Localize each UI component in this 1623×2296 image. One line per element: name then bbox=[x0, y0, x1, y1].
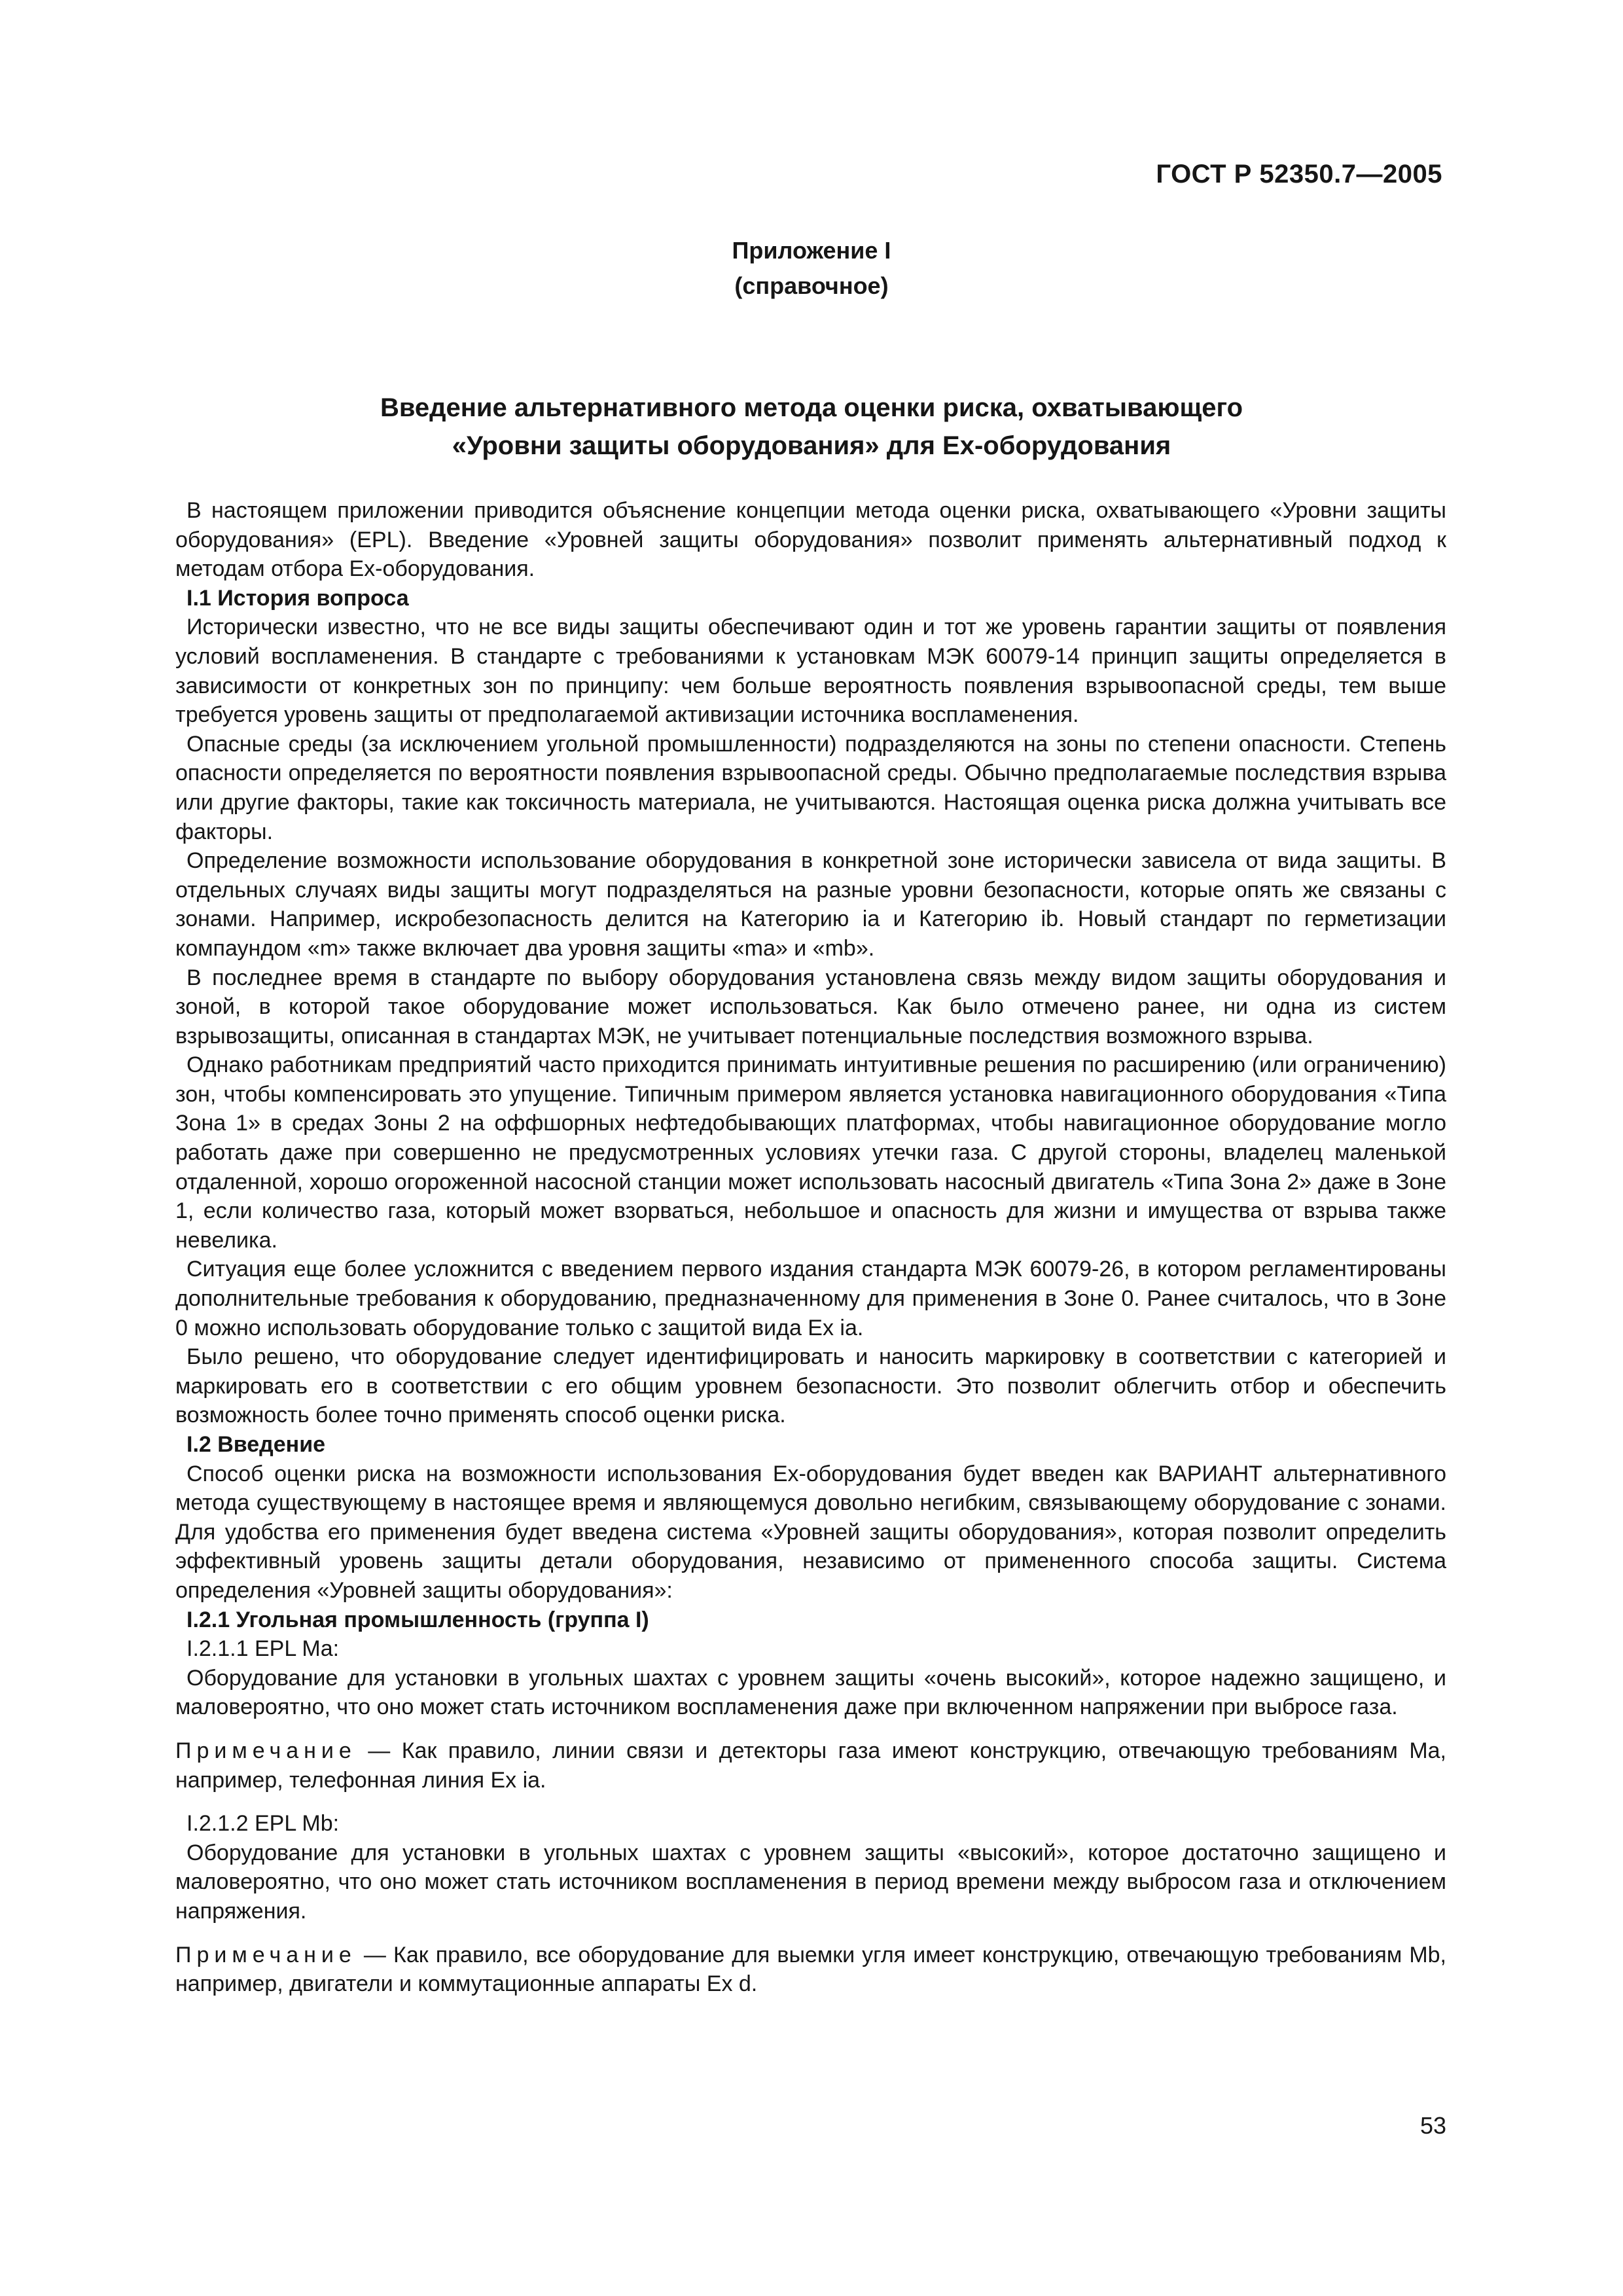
note-label: Примечание bbox=[175, 1738, 357, 1763]
section-heading-introduction: I.2 Введение bbox=[187, 1432, 326, 1457]
clause-label-epl-ma: I.2.1.1 EPL Ma: bbox=[187, 1636, 340, 1662]
annex-title-line-1: Введение альтернативного метода оценки риска, охватывающего bbox=[380, 393, 1243, 422]
paragraph: Оборудование для установки в угольных шахтах с уровнем защиты «высокий», которое достаточно защищено и маловероятно, что оно может стать источником воспламенения в период времени между выбросом газа и отключением напряжения. bbox=[175, 1840, 1446, 1924]
note-paragraph bbox=[175, 1736, 1446, 1795]
paragraph: Было решено, что оборудование следует идентифицировать и наносить маркировку в соответствии с категорией и маркировать его в соответствии с его общим уровнем безопасности. Это позволит облегчить отбор и обеспечить возможность более точно применять способ оценки риска. bbox=[175, 1344, 1446, 1428]
paragraph: Ситуация еще более усложнится с введением первого издания стандарта МЭК 60079-26, в котором регламентированы дополнительные требования к оборудованию, предназначенному для применения в Зоне 0. Ранее считалось, что в Зоне 0 можно использовать оборудование только с защитой вида Ex ia. bbox=[175, 1257, 1446, 1340]
note-text: — Как правило, линии связи и детекторы газа имеют конструкцию, отвечающую требованиям Ma, например, телефонная линия Ex ia. bbox=[175, 1738, 1446, 1793]
note-paragraph bbox=[175, 1941, 1446, 1999]
subsection-heading-coal: I.2.1 Угольная промышленность (группа I) bbox=[187, 1607, 649, 1632]
paragraph: Исторически известно, что не все виды защиты обеспечивают один и тот же уровень гарантии защиты от появления условий воспламенения. В стандарте с требованиями к установкам МЭК 60079-14 принцип защиты определяется в зависимости от конкретных зон по принципу: чем больше вероятность появления взрывоопасной среды, тем выше требуется уровень защиты от предполагаемой активизации источника воспламенения. bbox=[175, 615, 1446, 728]
annex-heading bbox=[0, 233, 1623, 304]
document-body bbox=[175, 496, 1446, 2013]
paragraph: Оборудование для установки в угольных шахтах с уровнем защиты «очень высокий», которое надежно защищено, и маловероятно, что оно может стать источником воспламенения даже при включенном напряжении при выбросе газа. bbox=[175, 1665, 1446, 1720]
paragraph: Однако работникам предприятий часто приходится принимать интуитивные решения по расширению (или ограничению) зон, чтобы компенсировать это упущение. Типичным примером является установка навигационного оборудования «Типа Зона 1» в средах Зоны 2 на оффшорных нефтедобывающих платформах, чтобы навигационное оборудование могло работать даже при совершенно не предусмотренных условиях утечки газа. С другой стороны, владелец маленькой отдаленной, хорошо огороженной насосной станции может использовать насосный двигатель «Типа Зона 2» даже в Зоне 1, если количество газа, который может взорваться, небольшое и опасность для жизни и имущества от взрыва также невелика. bbox=[175, 1052, 1446, 1253]
annex-type: (справочное) bbox=[734, 272, 889, 299]
section-heading-history: I.1 История вопроса bbox=[187, 585, 409, 611]
paragraph: Определение возможности использование оборудования в конкретной зоне исторически зависела от вида защиты. В отдельных случаях виды защиты могут подразделяться на разные уровни безопасности, которые опять же связаны с зонами. Например, искробезопасность делится на Категорию ia и Категорию ib. Новый стандарт по герметизации компаундом «m» также включает два уровня защиты «ma» и «mb». bbox=[175, 848, 1446, 961]
annex-title-line-2: «Уровни защиты оборудования» для Ех-оборудования bbox=[452, 431, 1171, 460]
intro-paragraph: В настоящем приложении приводится объяснение концепции метода оценки риска, охватывающего «Уровни защиты оборудования» (EPL). Введение «Уровней защиты оборудования» позволит применять альтернативный подход к методам отбора Ех-оборудования. bbox=[175, 498, 1446, 582]
clause-label-epl-mb: I.2.1.2 EPL Mb: bbox=[187, 1811, 340, 1837]
paragraph: Опасные среды (за исключением угольной промышленности) подразделяются на зоны по степени опасности. Степень опасности определяется по вероятности появления взрывоопасной среды. Обычно предполагаемые последствия взрыва или другие факторы, такие как токсичность материала, не учитываются. Настоящая оценка риска должна учитывать все факторы. bbox=[175, 731, 1446, 844]
page-number: 53 bbox=[1419, 2112, 1446, 2139]
paragraph: В последнее время в стандарте по выбору оборудования установлена связь между видом защиты оборудования и зоной, в которой такое оборудование может использоваться. Как было отмечено ранее, ни одна из систем взрывозащиты, описанная в стандартах МЭК, не учитывает потенциальные последствия возможного взрыва. bbox=[175, 965, 1446, 1049]
annex-title bbox=[0, 389, 1623, 465]
paragraph: Способ оценки риска на возможности использования Ех-оборудования будет введен как ВАРИАНТ альтернативного метода существующему в настоящее время и являющемуся довольно негибким, связывающему оборудование с зонами. Для удобства его применения будет введена система «Уровней защиты оборудования», которая позволит определить эффективный уровень защиты детали оборудования, независимо от примененного способа защиты. Система определения «Уровней защиты оборудования»: bbox=[175, 1461, 1446, 1603]
annex-name: Приложение I bbox=[732, 237, 891, 264]
note-label: Примечание bbox=[175, 1942, 357, 1967]
document-id: ГОСТ Р 52350.7—2005 bbox=[1156, 160, 1442, 188]
note-text: — Как правило, все оборудование для выемки угля имеет конструкцию, отвечающую требованиям Mb, например, двигатели и коммутационные аппараты Ex d. bbox=[175, 1942, 1446, 1997]
